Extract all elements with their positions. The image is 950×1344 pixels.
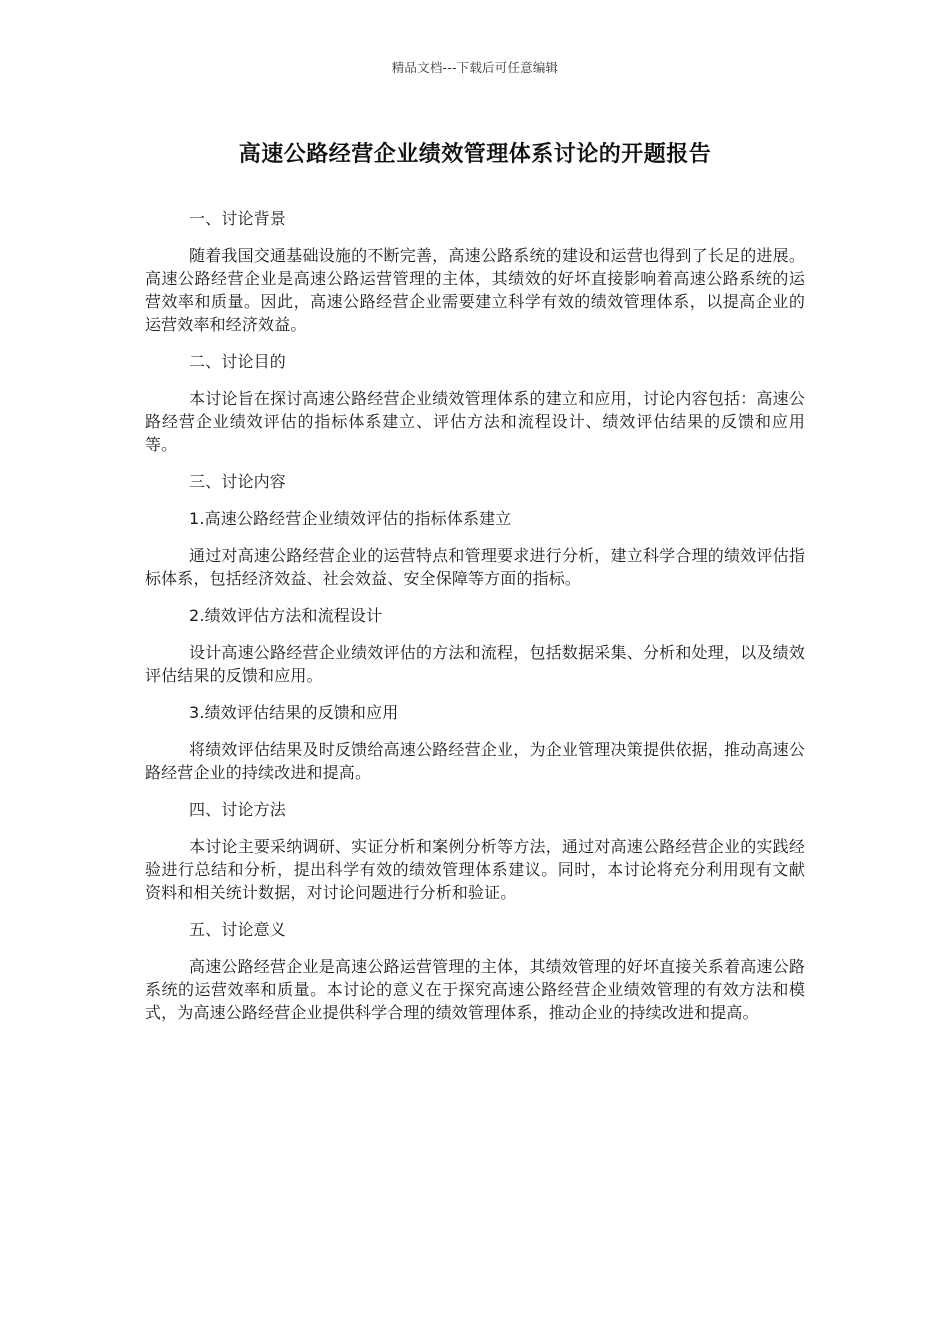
section-heading-purpose: 二、讨论目的 (189, 352, 286, 371)
paragraph-significance: 高速公路经营企业是高速公路运营管理的主体，其绩效管理的好坏直接关系着高速公路系统的运营效率和质量。本讨论的意义在于探究高速公路经营企业绩效管理的有效方法和模式，为高速公路经营企业提供科学合理的绩效管理体系，推动企业的持续改进和提高。 (145, 957, 805, 1022)
document-title: 高速公路经营企业绩效管理体系讨论的开题报告 (238, 142, 712, 167)
section-heading-methods: 四、讨论方法 (189, 800, 286, 819)
subheading-indicator-system: 1.高速公路经营企业绩效评估的指标体系建立 (189, 509, 512, 528)
section-heading-content: 三、讨论内容 (189, 472, 286, 491)
paragraph-purpose: 本讨论旨在探讨高速公路经营企业绩效管理体系的建立和应用，讨论内容包括：高速公路经营企业绩效评估的指标体系建立、评估方法和流程设计、绩效评估结果的反馈和应用等。 (145, 389, 805, 454)
subheading-feedback-application: 3.绩效评估结果的反馈和应用 (189, 703, 399, 722)
paragraph-background: 随着我国交通基础设施的不断完善，高速公路系统的建设和运营也得到了长足的进展。高速公路经营企业是高速公路运营管理的主体，其绩效的好坏直接影响着高速公路系统的运营效率和质量。因此，高速公路经营企业需要建立科学有效的绩效管理体系，以提高企业的运营效率和经济效益。 (145, 246, 805, 334)
paragraph-method-process: 设计高速公路经营企业绩效评估的方法和流程，包括数据采集、分析和处理，以及绩效评估结果的反馈和应用。 (145, 643, 805, 685)
paragraph-feedback-application: 将绩效评估结果及时反馈给高速公路经营企业，为企业管理决策提供依据，推动高速公路经营企业的持续改进和提高。 (145, 740, 805, 782)
paragraph-methods: 本讨论主要采纳调研、实证分析和案例分析等方法，通过对高速公路经营企业的实践经验进行总结和分析，提出科学有效的绩效管理体系建议。同时，本讨论将充分利用现有文献资料和相关统计数据，对讨论问题进行分析和验证。 (145, 837, 805, 902)
subheading-method-process: 2.绩效评估方法和流程设计 (189, 606, 383, 625)
header-note: 精品文档---下载后可任意编辑 (391, 60, 559, 75)
section-heading-significance: 五、讨论意义 (189, 920, 286, 939)
section-heading-background: 一、讨论背景 (189, 209, 286, 228)
document-body (145, 207, 805, 1038)
paragraph-indicator-system: 通过对高速公路经营企业的运营特点和管理要求进行分析，建立科学合理的绩效评估指标体系，包括经济效益、社会效益、安全保障等方面的指标。 (145, 546, 805, 588)
